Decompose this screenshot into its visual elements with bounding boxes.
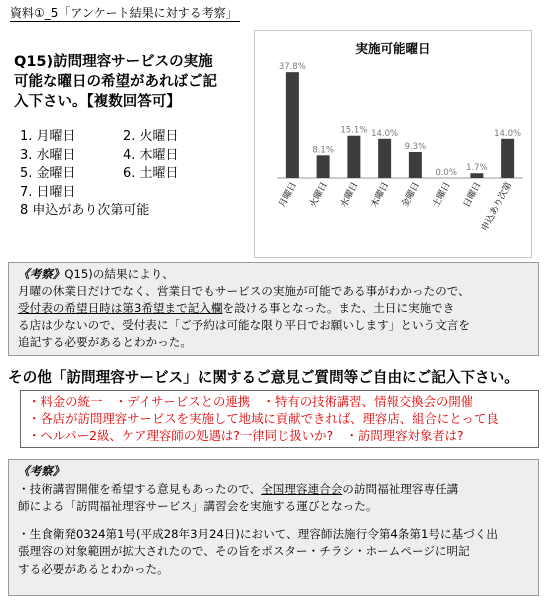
category-label: 木曜日 xyxy=(369,180,392,210)
consideration-line: する必要があるとわかった。 xyxy=(18,561,169,576)
document-title: 資料①_5「アンケート結果に対する考察」 xyxy=(10,6,238,20)
consideration-line xyxy=(18,481,532,499)
category-label: 日曜日 xyxy=(462,180,484,210)
underlined-text: 全国理容連合会 xyxy=(261,481,343,496)
bar-0 xyxy=(286,72,299,178)
consideration-box-1 xyxy=(8,262,539,356)
option-row xyxy=(20,128,220,147)
bar-value-label: 9.3% xyxy=(404,141,427,152)
bar-value-label: 1.7% xyxy=(466,163,488,174)
option-row xyxy=(20,165,220,184)
opinions-box xyxy=(20,390,539,448)
option-on-request: 8 申込があり次第可能 xyxy=(20,203,150,218)
question-title xyxy=(14,52,246,112)
option-tuesday: 2. 火曜日 xyxy=(123,129,179,144)
option-sunday: 7. 日曜日 xyxy=(20,184,76,200)
consideration-label xyxy=(18,463,532,481)
paragraph-gap xyxy=(18,516,532,526)
category-label: 金曜日 xyxy=(400,180,423,210)
consideration-line: 張理容の対象範囲が拡大されたので、その旨をポスター・チラシ・ホームページに明記 xyxy=(18,544,470,558)
chart-title: 実施可能曜日 xyxy=(355,41,431,56)
question-title-line: Q15)訪問理容サービスの実施 xyxy=(14,54,213,70)
bar-value-label: 0.0% xyxy=(435,168,457,178)
consideration-label-text: 《考察》 xyxy=(18,464,65,478)
consideration-line: る店は少ないので、受付表に「ご予約は可能な限り平日でお願いします」という文言を xyxy=(18,318,470,332)
underlined-text: 受付表の希望日時は第3希望まで記入欄 xyxy=(18,301,223,315)
category-label: 火曜日 xyxy=(308,180,330,210)
consideration-text: を設ける事となった。また、土日に実施でき xyxy=(222,301,455,315)
category-label: 土曜日 xyxy=(431,180,453,210)
bar-6 xyxy=(470,173,483,178)
consideration-text: ・技術講習開催を希望する意見もあったので、 xyxy=(18,481,262,496)
bar-7 xyxy=(501,139,514,178)
bar-1 xyxy=(317,155,330,178)
question-title-line: 入下さい。【複数回答可】 xyxy=(14,94,181,110)
consideration-text-1 xyxy=(18,266,530,351)
option-wednesday: 3. 水曜日 xyxy=(20,147,76,163)
category-label: 水曜日 xyxy=(339,180,361,210)
bar-4 xyxy=(409,152,422,178)
opinions-heading: その他「訪問理容サービス」に関するご意見ご質問等ご自由にご記入下さい。 xyxy=(8,369,519,386)
consideration-text: の訪問福祉理容専任講 xyxy=(342,481,459,496)
option-row xyxy=(20,202,220,221)
option-row xyxy=(20,184,220,203)
bar-value-label: 8.1% xyxy=(312,145,334,156)
bar-value-label: 14.0% xyxy=(371,128,399,139)
category-label: 月曜日 xyxy=(277,180,300,210)
consideration-line: 追記する必要があるとわかった。 xyxy=(18,335,192,349)
chart-canvas xyxy=(255,31,531,257)
consideration-line xyxy=(18,266,530,283)
opinion-line: ・各店が訪問理容サービスを実施して地域に貢献できれば、理容店、組合にとって良 xyxy=(28,411,499,426)
option-row xyxy=(20,147,220,166)
bar-3 xyxy=(378,139,391,178)
weekday-chart xyxy=(254,30,532,258)
consideration-line: 月曜の休業日だけでなく、営業日でもサービスの実施が可能である事がわかったので、 xyxy=(18,284,470,298)
option-saturday: 6. 土曜日 xyxy=(123,166,179,181)
bar-2 xyxy=(347,136,360,178)
consideration-line: 師による「訪問福祉理容サービス」講習会を実施する運びとなった。 xyxy=(18,499,378,513)
bar-value-label: 14.0% xyxy=(494,128,522,139)
option-friday: 5. 金曜日 xyxy=(20,166,76,181)
option-thursday: 4. 木曜日 xyxy=(123,147,179,163)
consideration-text-2 xyxy=(18,463,532,578)
category-label: 申込あり次第 xyxy=(480,180,515,234)
question-title-line: 可能な曜日の希望があればご記 xyxy=(14,74,217,90)
opinion-line: ・ヘルパー2級、ケア理容師の処遇は?一律同じ扱いか? ・訪問理容対象者は? xyxy=(28,428,464,443)
consideration-box-2 xyxy=(8,459,539,596)
answer-options xyxy=(20,128,220,221)
bar-group xyxy=(277,62,522,233)
consideration-label: 《考察》 xyxy=(18,267,65,281)
consideration-text: Q15)の結果により、 xyxy=(64,267,174,281)
bar-value-label: 15.1% xyxy=(340,125,368,136)
consideration-line xyxy=(18,300,530,317)
bar-value-label: 37.8% xyxy=(278,62,306,73)
option-monday: 1. 月曜日 xyxy=(20,129,76,144)
opinion-line: ・料金の統一 ・デイサービスとの連携 ・特有の技術講習、情報交換会の開催 xyxy=(28,394,474,409)
consideration-line: ・生食衛発0324第1号(平成28年3月24日)において、理容師法施行令第4条第1号に基づく出 xyxy=(18,526,498,541)
